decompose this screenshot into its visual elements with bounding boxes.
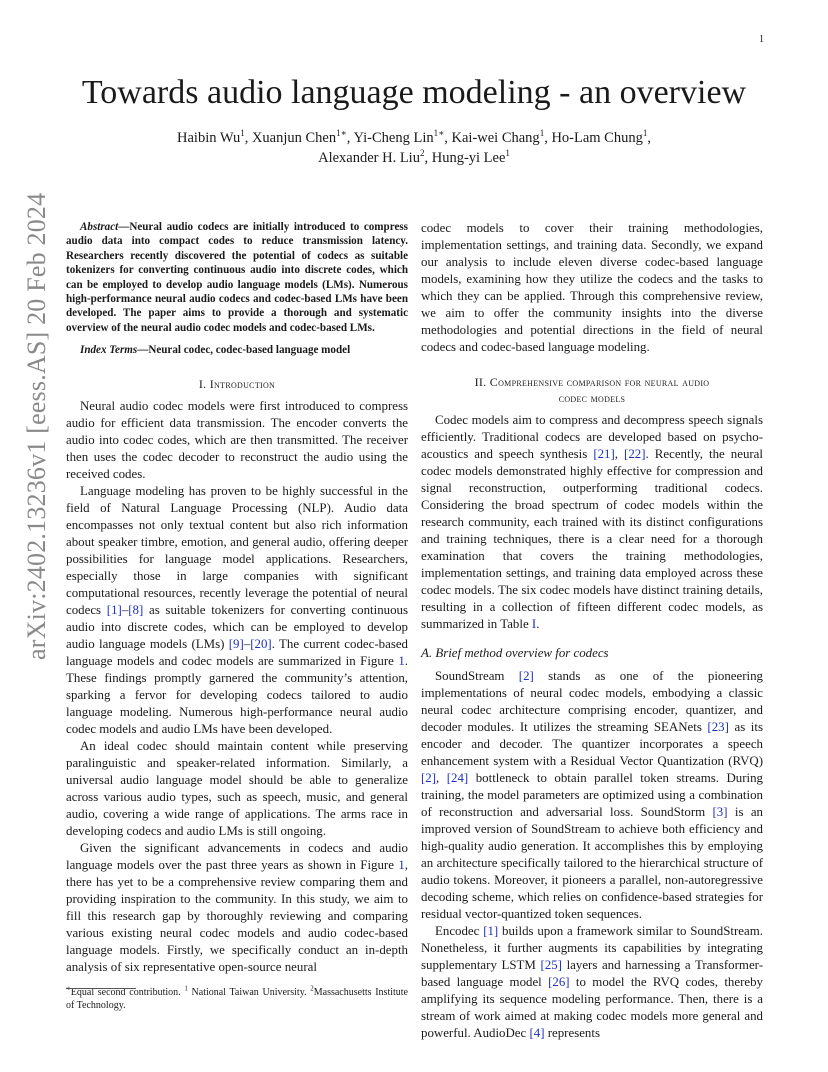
author: Haibin Wu: [177, 130, 241, 146]
text-run: . The current codec-based language models and codec models are summarized in Figure: [66, 636, 408, 668]
section-heading-comparison: [421, 374, 763, 406]
text-run: to model the RVQ codes, thereby amplifying its sequence modeling performance. Then, there is a stream of work aimed at making codec models more general and powerful. AudioDec: [421, 975, 764, 1040]
paragraph: An ideal codec should maintain content while preserving paralinguistic and speaker-related information. Similarly, a universal audio language model should be able to generalize across various audio types, such as speech, music, and general audio, covering a wide range of applications. The arms race in developing codecs and audio LMs is still ongoing.: [66, 738, 408, 838]
heading-line: codec models: [558, 391, 626, 405]
author-affiliation: 1: [539, 128, 545, 139]
text-run: bottleneck to obtain parallel token streams. During training, the model parameters are optimized using a combination of reconstruction and adversarial loss. SoundStorm: [421, 771, 763, 819]
text-run: .: [536, 617, 540, 631]
citation-link[interactable]: [1]: [106, 602, 122, 617]
author-affiliation: 1∗: [336, 128, 347, 139]
author-list: Haibin Wu$^1$, Xuanjun Chen$^{1∗}$, Yi-Cheng Lin$^{1∗}$, Kai-wei Chang$^1$, Ho-Lam Chung$^1$, Alexander H. Liu$^2$, Hung-yi Lee$^1$: [177, 128, 651, 166]
figure-link[interactable]: 1: [398, 857, 405, 872]
paragraph: [421, 923, 763, 1042]
citation-link[interactable]: [20]: [250, 636, 272, 651]
author-affiliation: 1: [505, 148, 510, 159]
left-column: [66, 220, 408, 976]
text-run: . These findings promptly garnered the community’s attention, sparking a fervor for developing codecs tailored to audio language modeling. Numerous high-performance neural audio codec models and audio LMs have been developed.: [66, 653, 408, 736]
paragraph: codec models to cover their training methodologies, implementation settings, and training data. Secondly, we expand our analysis to include eleven diverse codec-based language models, examining how they utilize the codecs and the tasks to which they can be applied. Through this comprehensive review, we aim to offer the community insights into the diverse methodologies and potential directions in the field of neural codecs and codec-based language modeling.: [421, 221, 763, 354]
text-run: layers and harnessing a Transformer-based language model: [421, 958, 763, 989]
text-run: –: [121, 602, 129, 617]
author-affiliation: 1: [240, 128, 245, 139]
citation-link[interactable]: [2]: [421, 771, 437, 785]
footnote-text: Equal second contribution.: [70, 987, 185, 998]
arxiv-stamp: [22, 192, 54, 660]
text-run: . Recently, the neural codec models demonstrated highly effective for compression and signal reconstruction, outperforming traditional codecs. Considering the broad spectrum of codec models within the research community, each trained with its distinct configurations and training techniques, there is a clear need for a thorough examination that covers the training methodologies, implementation settings, and training data employed across these codec models. The six codec models have distinct training details, resulting in a collection of fifteen different codec models, as summarized in Table: [421, 447, 763, 631]
paragraph: [421, 412, 763, 633]
text-run: Language modeling has proven to be highly successful in the field of Natural Language Processing (NLP). Audio data encompasses not only textual content but also rich information about speaker timbre, emotion, and general audio, offering deeper possibilities for language model applications. Researchers, especially those in large companies with significant computational resources, recently leverage the potential of neural codecs: [66, 483, 408, 617]
text-run: builds upon a framework similar to SoundStream. Nonetheless, it further augments its capabilities by integrating supplementary LSTM: [421, 924, 763, 972]
citation-link[interactable]: [1]: [483, 924, 499, 938]
citation-link[interactable]: [26]: [548, 975, 570, 989]
text-run: as its encoder and decoder. The quantizer incorporates a speech enhancement system with a Residual Vector Quantization (RVQ): [421, 720, 763, 768]
footnote-mark: 1: [184, 984, 188, 993]
index-terms-text: —Neural codec, codec-based language model: [137, 344, 351, 357]
citation-link[interactable]: [3]: [712, 805, 728, 819]
text-run: SoundStream: [435, 669, 519, 683]
citation-link[interactable]: [2]: [518, 669, 534, 683]
footnote-mark: ∗: [66, 984, 71, 993]
citation-link[interactable]: [9]: [228, 636, 244, 651]
author-affiliation: 2: [419, 148, 425, 159]
figure-link[interactable]: 1: [398, 653, 405, 668]
heading-line: II. Comprehensive comparison for neural audio: [474, 375, 710, 389]
arxiv-id: arXiv:2402.13236v1 [eess.AS] 20 Feb 2024: [22, 192, 51, 660]
text-run: ,: [436, 771, 447, 785]
paper-title: Towards audio language modeling - an overview: [81, 74, 747, 111]
author-affiliation: 1: [642, 128, 648, 139]
text-run: –: [243, 636, 251, 651]
abstract-label: Abstract: [80, 221, 119, 233]
paragraph: [66, 483, 408, 738]
author: Alexander H. Liu: [318, 150, 420, 166]
citation-link[interactable]: [23]: [707, 720, 729, 734]
citation-link[interactable]: [22]: [624, 447, 646, 461]
text-run: stands as one of the pioneering implementations of neural codec models, embodying a classic neural codec architecture comprising encoder, quantizer, and decoder modules. It utilizes the streaming SEANets: [421, 669, 763, 734]
author: Ho-Lam Chung: [551, 130, 643, 146]
citation-link[interactable]: [24]: [446, 771, 469, 785]
paragraph: [421, 668, 763, 923]
right-column: [421, 220, 763, 1042]
section-heading-introduction: I. Introduction: [198, 376, 276, 391]
citation-link[interactable]: [25]: [540, 958, 562, 972]
text-run: Encodec: [435, 924, 484, 938]
text-run: ,: [614, 447, 625, 461]
abstract-text: —Neural audio codecs are initially introduced to compress audio data into compact codes to reduce transmission latency. Researchers recently discovered the potential of codecs as suitable tokenizers for converting continuous audio into discrete codes, which can be employed to develop audio language models (LMs). Numerous high-performance neural audio codecs and codec-based LMs have been developed. The paper aims to provide a thorough and systematic overview of the neural audio codec models and codec-based LMs.: [66, 221, 408, 334]
author: Yi-Cheng Lin: [353, 130, 434, 146]
text-run: , there has yet to be a comprehensive review comparing them and providing inspiration to the community. In this study, we aim to fill this research gap by thoroughly reviewing and comparing various existing neural codec models and audio codec-based language models. Firstly, we specifically conduct an in-depth analysis of six representative open-source neural: [66, 857, 408, 974]
author: Kai-wei Chang: [451, 130, 540, 146]
citation-link[interactable]: [8]: [128, 602, 144, 617]
abstract: [66, 220, 408, 335]
footnote-rule: [66, 988, 136, 989]
author-affiliation: 1∗: [433, 128, 445, 139]
subsection-heading: A. Brief method overview for codecs: [421, 646, 609, 660]
citation-link[interactable]: [21]: [593, 447, 615, 461]
text-run: as suitable tokenizers for converting continuous audio into discrete codes, which can be employed to develop audio language models (LMs): [66, 602, 409, 651]
author: Hung-yi Lee: [431, 150, 506, 166]
text-run: Codec models aim to compress and decompress speech signals efficiently. Traditional codecs are developed based on psycho-acoustics and speech synthesis: [421, 413, 763, 461]
index-terms: [66, 343, 408, 357]
footnote-mark: 2: [310, 984, 314, 993]
footnote-text: National Taiwan University.: [187, 987, 311, 998]
citation-link[interactable]: [4]: [529, 1026, 545, 1040]
table-link[interactable]: I: [531, 617, 537, 631]
text-run: is an improved version of SoundStream to achieve both efficiency and high-quality audio generation. It accomplishes this by employing an architecture specifically tailored to the hierarchical structure of audio tokens. Moreover, it pioneers a parallel, non-autoregressive decoding scheme, which relies on confidence-based strategies for residual vector-quantized token sequences.: [421, 805, 763, 921]
footnote-text: Massachusetts Institute of Technology.: [66, 987, 408, 1011]
text-run: represents: [544, 1026, 600, 1040]
paragraph: Neural audio codec models were first introduced to compress audio for efficient data transmission. The encoder converts the audio into codec codes, which are then transmitted. The receiver then uses the codec decoder to reconstruct the audio using the received codes.: [66, 398, 408, 481]
index-terms-label: Index Terms: [80, 344, 138, 357]
page-number: 1: [759, 34, 764, 45]
footnote: [66, 986, 408, 1012]
author: Xuanjun Chen: [251, 130, 337, 146]
paragraph: [66, 840, 408, 976]
text-run: Given the significant advancements in codecs and audio language models over the past three years as shown in Figure: [66, 840, 408, 872]
